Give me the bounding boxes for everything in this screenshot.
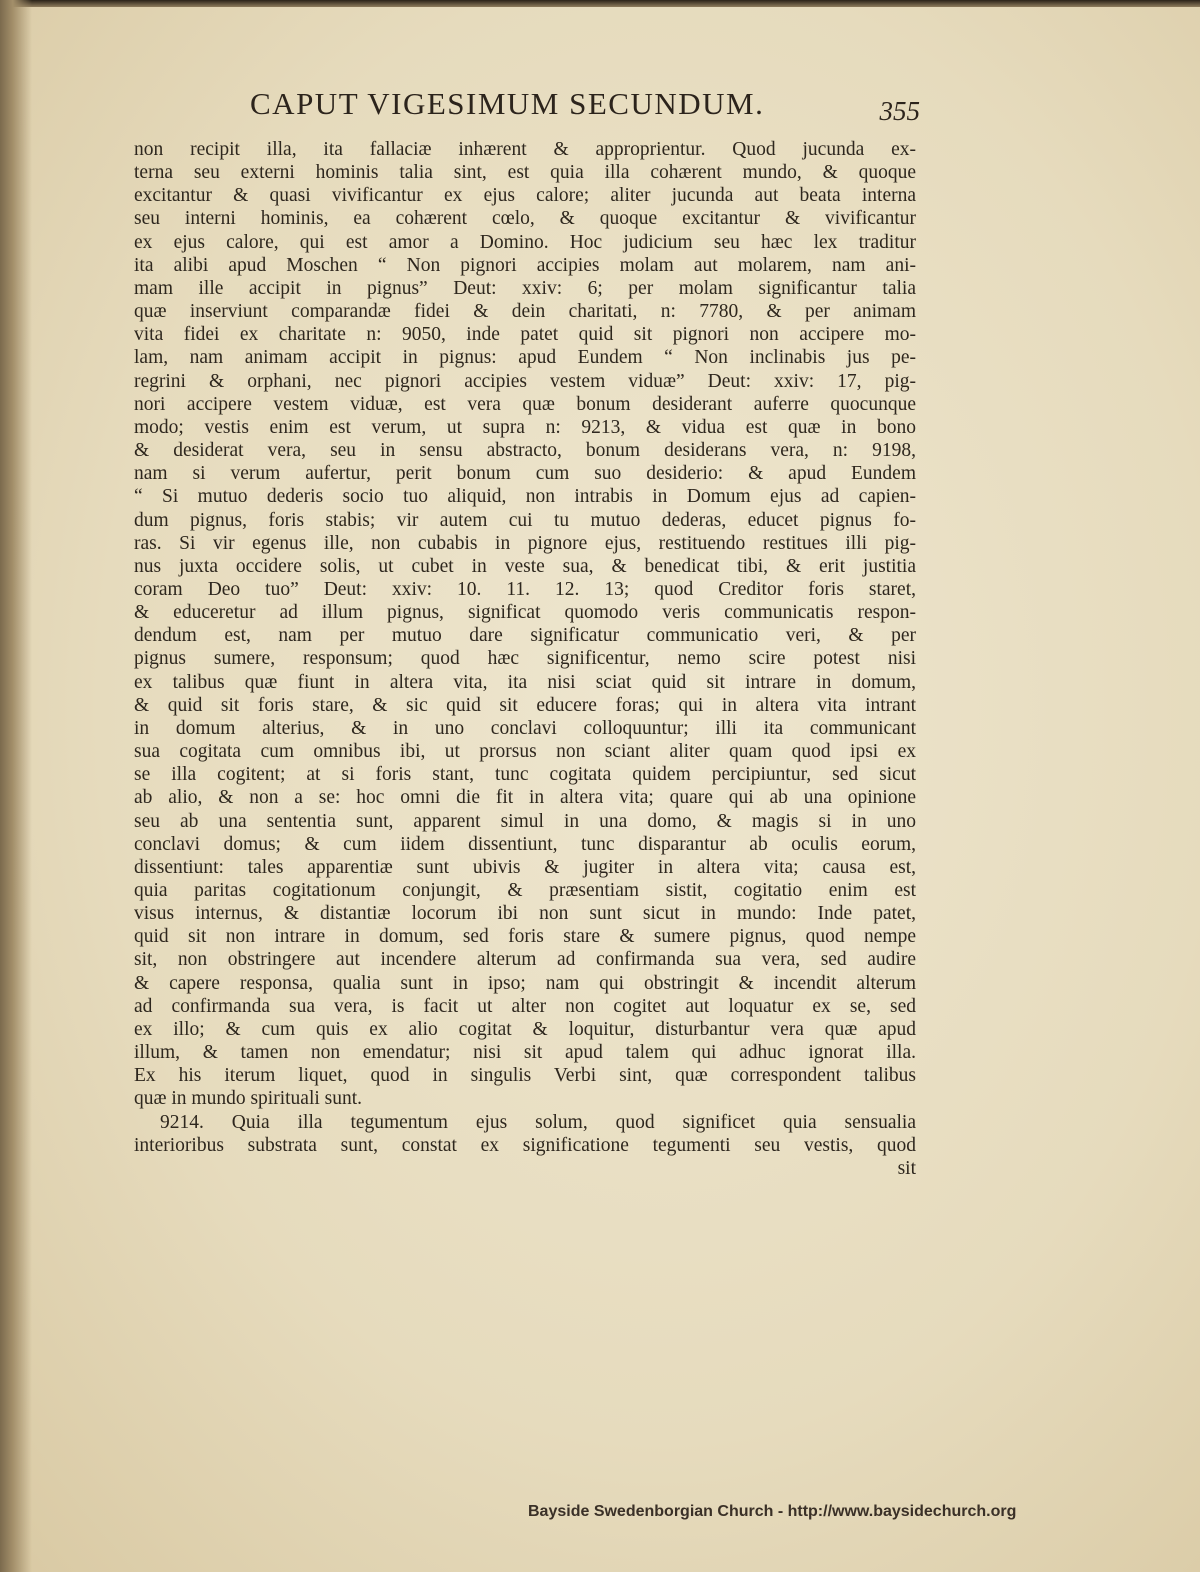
text-line: nus juxta occidere solis, ut cubet in veste sua, & benedicat tibi, & erit justitia	[134, 555, 916, 577]
text-line: & quid sit foris stare, & sic quid sit educere foras; qui in altera vita intrant	[134, 694, 916, 716]
text-line: sua cogitata cum omnibus ibi, ut prorsus non sciant aliter quam quod ipsi ex	[134, 741, 916, 763]
text-line: ita alibi apud Moschen “ Non pignori accipies molam aut molarem, nam ani-	[134, 254, 916, 276]
text-line: nam si verum aufertur, perit bonum cum suo desiderio: & apud Eundem	[134, 463, 916, 485]
text-line: quid sit non intrare in domum, sed foris stare & sumere pignus, quod nempe	[134, 926, 916, 948]
book-gutter-shadow	[0, 0, 32, 1572]
text-line: ex illo; & cum quis ex alio cogitat & loquitur, disturbantur vera quæ apud	[134, 1018, 916, 1040]
text-line: quæ inserviunt comparandæ fidei & dein charitati, n: 7780, & per animam	[134, 301, 916, 323]
text-line: coram Deo tuo” Deut: xxiv: 10. 11. 12. 13; quod Creditor foris staret,	[134, 578, 916, 600]
text-line: quia paritas cogitationum conjungit, & præsentiam sistit, cogitatio enim est	[134, 880, 916, 901]
text-line: “ Si mutuo dederis socio tuo aliquid, non intrabis in Domum ejus ad capien-	[134, 486, 916, 508]
text-line: ras. Si vir egenus ille, non cubabis in pignore ejus, restituendo restitues illi pig-	[134, 532, 916, 554]
text-line: modo; vestis enim est verum, ut supra n: 9213, & vidua est quæ in bono	[134, 416, 916, 438]
text-line: sit, non obstringere aut incendere alterum ad confirmanda sua vera, sed audire	[134, 949, 916, 971]
text-line: conclavi domus; & cum iidem dissentiunt, tunc disparantur ab oculis eorum,	[134, 833, 916, 855]
text-line: regrini & orphani, nec pignori accipies vestem viduæ” Deut: xxiv: 17, pig-	[134, 370, 916, 392]
text-line: se illa cogitent; at si foris stant, tunc cogitata quidem percipiuntur, sed sicut	[134, 764, 916, 786]
text-line: pignus sumere, responsum; quod hæc significentur, nemo scire potest nisi	[134, 648, 916, 670]
text-line: lam, nam animam accipit in pignus: apud Eundem “ Non inclinabis jus pe-	[134, 347, 916, 369]
text-line: seu interni hominis, ea cohærent cœlo, & quoque excitantur & vivificantur	[134, 208, 916, 230]
text-line: dum pignus, foris stabis; vir autem cui tu mutuo dederas, educet pignus fo-	[134, 509, 916, 531]
text-line: & capere responsa, qualia sunt in ipso; nam qui obstringit & incendit alterum	[134, 972, 916, 994]
text-line: visus internus, & distantiæ locorum ibi non sunt sicut in mundo: Inde patet,	[134, 903, 916, 925]
text-line: dissentiunt: tales apparentiæ sunt ubivis & jugiter in altera vita; causa est,	[134, 856, 916, 878]
page-number: 355	[879, 96, 920, 126]
website-watermark: Bayside Swedenborgian Church - http://www.baysidechurch.org	[528, 1503, 1017, 1520]
text-line: illum, & tamen non emendatur; nisi sit apud talem qui adhuc ignorat illa.	[134, 1042, 916, 1064]
text-line: in domum alterius, & in uno conclavi colloquuntur; illi ita communicant	[134, 717, 916, 739]
catchword: sit	[897, 1157, 916, 1179]
text-line: non recipit illa, ita fallaciæ inhærent & approprientur. Quod jucunda ex-	[134, 139, 916, 160]
text-line: excitantur & quasi vivificantur ex ejus calore; aliter jucunda aut beata interna	[134, 185, 916, 207]
page-top-shadow	[0, 0, 1200, 7]
text-line: ex ejus calore, qui est amor a Domino. Hoc judicium seu hæc lex traditur	[134, 231, 916, 253]
body-text	[134, 138, 916, 1180]
text-line: dendum est, nam per mutuo dare significatur communicatio veri, & per	[134, 625, 916, 647]
text-line: & educeretur ad illum pignus, significat quomodo veris communicatis respon-	[134, 602, 916, 624]
text-line: ex talibus quæ fiunt in altera vita, ita nisi sciat quid sit intrare in domum,	[134, 671, 916, 693]
text-line: vita fidei ex charitate n: 9050, inde patet quid sit pignori non accipere mo-	[134, 324, 916, 346]
paragraph-start-line: 9214. Quia illa tegumentum ejus solum, quod significet quia sensualia	[160, 1111, 916, 1133]
text-line: terna seu externi hominis talia sint, est quia illa cohærent mundo, & quoque	[134, 162, 916, 184]
text-line: nori accipere vestem viduæ, est vera quæ bonum desiderant auferre quocunque	[134, 393, 916, 415]
text-line: ab alio, & non a se: hoc omni die fit in altera vita; quare qui ab una opinione	[134, 787, 916, 809]
running-head	[150, 82, 920, 132]
text-line: & desiderat vera, seu in sensu abstracto, bonum desiderans vera, n: 9198,	[134, 440, 916, 462]
text-line: Ex his iterum liquet, quod in singulis Verbi sint, quæ correspondent talibus	[134, 1065, 916, 1087]
chapter-title: CAPUT VIGESIMUM SECUNDUM.	[250, 86, 765, 121]
text-line: quæ in mundo spirituali sunt.	[134, 1088, 363, 1110]
text-line: seu ab una sententia sunt, apparent simul in una domo, & magis si in uno	[134, 810, 916, 832]
text-line: mam ille accipit in pignus” Deut: xxiv: 6; per molam significantur talia	[134, 277, 916, 299]
text-line: ad confirmanda sua vera, is facit ut alter non cogitet aut loquatur ex se, sed	[134, 995, 916, 1017]
text-line: interioribus substrata sunt, constat ex significatione tegumenti seu vestis, quod	[134, 1134, 916, 1156]
